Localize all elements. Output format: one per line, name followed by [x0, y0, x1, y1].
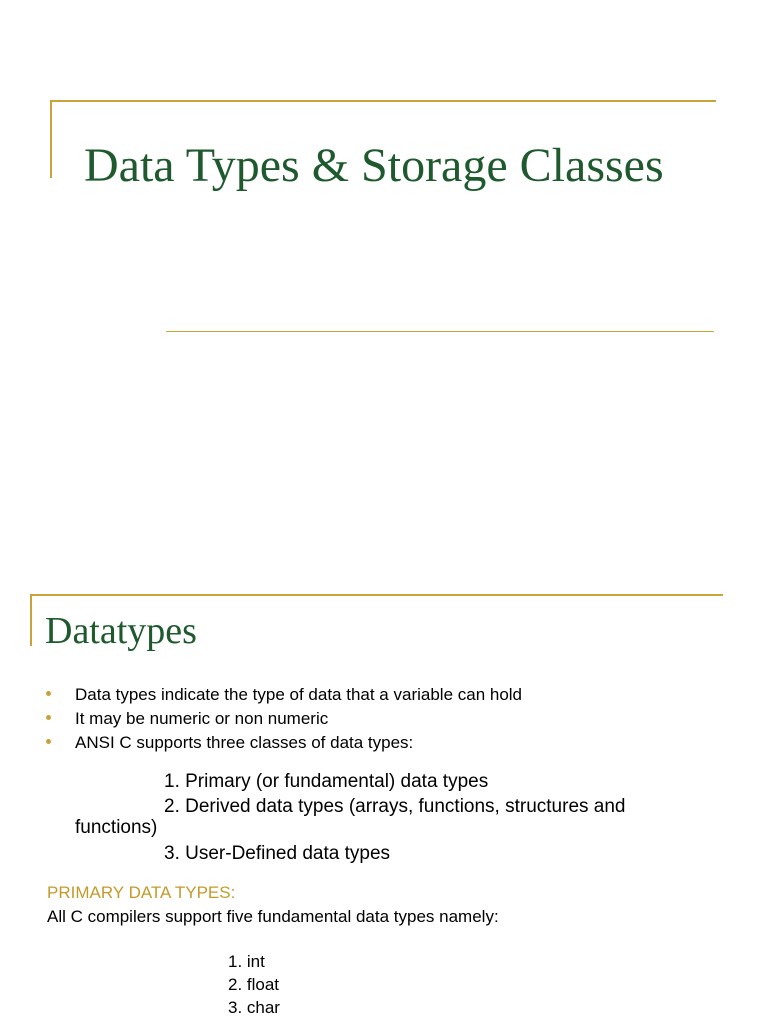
title-underline	[166, 331, 714, 332]
slide-title: Data Types & Storage Classes	[84, 139, 664, 192]
list-item	[0, 684, 768, 708]
bullet-icon	[46, 691, 51, 696]
bullet-text: It may be numeric or non numeric	[75, 709, 329, 728]
class-item-user-defined: 3. User-Defined data types	[164, 843, 391, 864]
primary-type-int: 1. int	[228, 952, 265, 971]
list-item	[0, 708, 768, 732]
left-frame-line	[30, 594, 32, 646]
primary-intro: All C compilers support five fundamental data types namely:	[47, 907, 499, 926]
primary-heading: PRIMARY DATA TYPES:	[47, 883, 236, 902]
class-item-derived-continued: functions)	[75, 817, 158, 838]
class-item-derived: 2. Derived data types (arrays, functions, structures and	[164, 796, 626, 817]
datatypes-slide	[0, 560, 768, 1024]
slide-heading: Datatypes	[45, 610, 197, 652]
bullet-text: ANSI C supports three classes of data types:	[75, 733, 414, 752]
primary-type-char: 3. char	[228, 998, 280, 1017]
top-frame-line	[30, 594, 723, 596]
bullet-icon	[46, 715, 51, 720]
primary-type-float: 2. float	[228, 975, 280, 994]
bullet-list	[0, 684, 768, 756]
class-item-primary: 1. Primary (or fundamental) data types	[164, 771, 489, 792]
bullet-text: Data types indicate the type of data that a variable can hold	[75, 685, 523, 704]
top-frame-line	[50, 100, 716, 102]
bullet-icon	[46, 739, 51, 744]
left-frame-line	[50, 100, 52, 178]
list-item	[0, 732, 768, 756]
